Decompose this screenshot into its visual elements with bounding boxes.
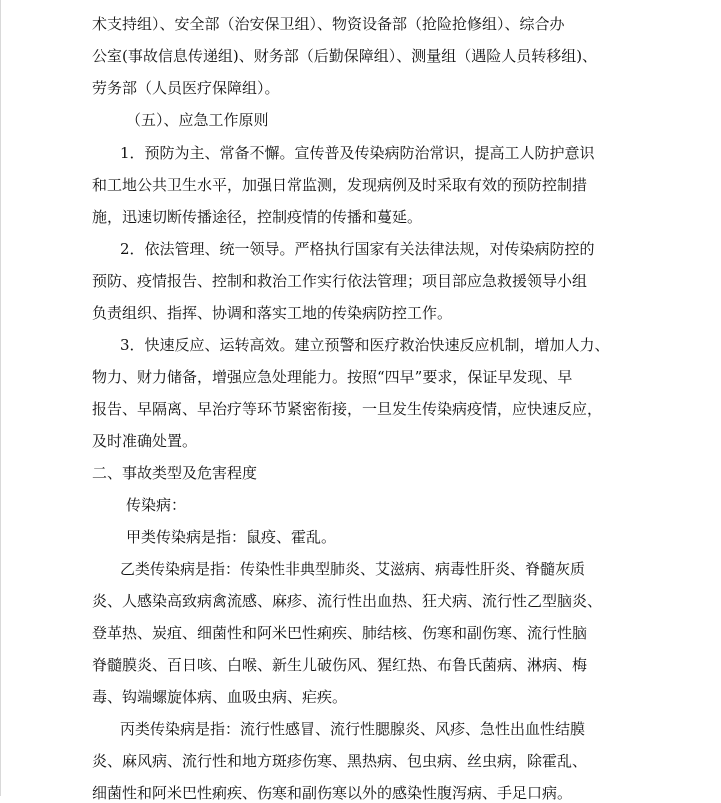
text-line: 炎、人感染高致病禽流感、麻疹、流行性出血热、狂犬病、流行性乙型脑炎、 — [92, 592, 603, 610]
text-line: 报告、早隔离、早治疗等环节紧密衔接，一旦发生传染病疫情，应快速反应， — [92, 400, 603, 418]
text-line: 劳务部（人员医疗保障组）。 — [92, 79, 280, 97]
text-line: 细菌性和阿米巴性痢疾、伤寒和副伤寒以外的感染性腹泻病、手足口病。 — [92, 784, 573, 802]
text-line: 2．依法管理、统一领导。严格执行国家有关法律法规，对传染病防控的 — [120, 240, 595, 258]
text-line: 公室(事故信息传递组)、财务部（后勤保障组）、测量组（遇险人员转移组)、 — [92, 47, 598, 65]
section-heading: （五）、应急工作原则 — [126, 111, 269, 129]
text-line: 预防、疫情报告、控制和救治工作实行依法管理；项目部应急救援领导小组 — [92, 272, 588, 290]
text-line: 术支持组）、安全部（治安保卫组）、物资设备部（抢险抢修组）、综合办 — [92, 15, 565, 33]
text-line: 和工地公共卫生水平，加强日常监测，发现病例及时采取有效的预防控制措 — [92, 176, 588, 194]
text-line: 乙类传染病是指：传染性非典型肺炎、艾滋病、病毒性肝炎、脊髓灰质 — [120, 560, 586, 578]
text-line: 炎、麻风病、流行性和地方斑疹伤寒、黑热病、包虫病、丝虫病，除霍乱、 — [92, 752, 588, 770]
text-line: 丙类传染病是指：流行性感冒、流行性腮腺炎、风疹、急性出血性结膜 — [120, 720, 586, 738]
text-line: 负责组织、指挥、协调和落实工地的传染病防控工作。 — [92, 304, 453, 322]
text-line: 物力、财力储备，增强应急处理能力。按照“四早”要求，保证早发现、早 — [92, 368, 573, 386]
text-line: 1．预防为主、常备不懈。宣传普及传染病防治常识，提高工人防护意识 — [120, 144, 595, 162]
section-heading: 二、事故类型及危害程度 — [92, 464, 258, 482]
text-line: 传染病： — [126, 496, 187, 514]
text-line: 施，迅速切断传播途径，控制疫情的传播和蔓延。 — [92, 208, 423, 226]
text-line: 毒、钩端螺旋体病、血吸虫病、疟疾。 — [92, 688, 348, 706]
page-edge — [0, 0, 1, 796]
text-line: 登革热、炭疽、细菌性和阿米巴性痢疾、肺结核、伤寒和副伤寒、流行性脑 — [92, 624, 588, 642]
text-line: 及时准确处置。 — [92, 432, 198, 450]
text-line: 3．快速反应、运转高效。建立预警和医疗救治快速反应机制，增加人力、 — [120, 336, 610, 354]
text-line: 脊髓膜炎、百日咳、白喉、新生儿破伤风、猩红热、布鲁氏菌病、淋病、梅 — [92, 656, 588, 674]
text-line: 甲类传染病是指：鼠疫、霍乱。 — [126, 528, 337, 546]
